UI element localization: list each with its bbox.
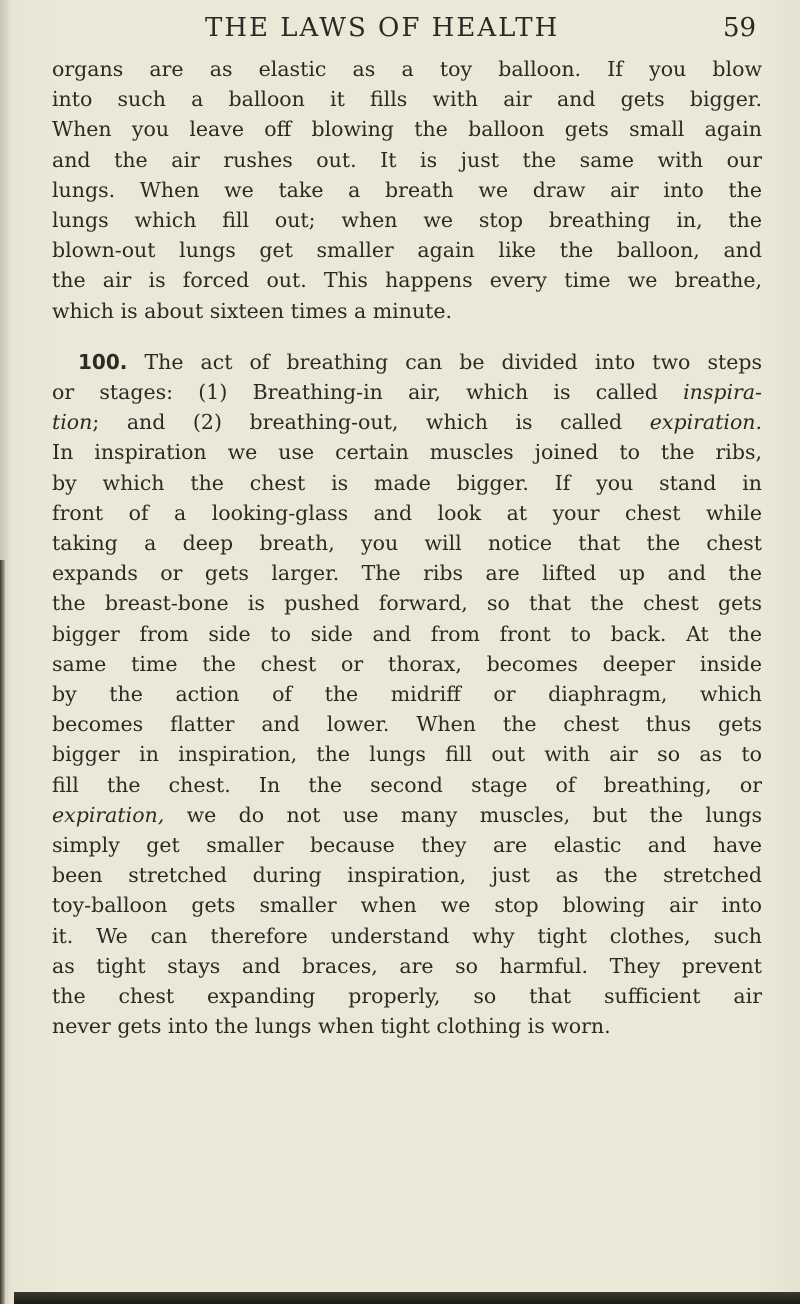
- term-expiration: expiration.: [649, 410, 762, 435]
- text-line: toy-balloon gets smaller when we stop blowing air into: [52, 893, 762, 918]
- text-line: [52, 347, 762, 377]
- text-line: [52, 407, 762, 437]
- text-line: In inspiration we use certain muscles joined to the ribs,: [52, 440, 762, 465]
- text-line: as tight stays and braces, are so harmful. They prevent: [52, 953, 762, 978]
- text-run: The act of breathing can be divided into two steps: [127, 349, 762, 374]
- paragraph-1: [52, 54, 762, 326]
- paragraph-number: 100.: [78, 349, 128, 374]
- page-number: 59: [723, 13, 757, 43]
- text-line: it. We can therefore understand why tight clothes, such: [52, 923, 762, 948]
- paragraph-gap: [52, 326, 762, 347]
- text-line: blown-out lungs get smaller again like the balloon, and: [52, 238, 762, 263]
- text-line: When you leave off blowing the balloon gets small again: [52, 117, 762, 142]
- page-header: [0, 8, 800, 48]
- text-line: [52, 377, 762, 407]
- text-line: lungs. When we take a breath we draw air into the: [52, 177, 762, 202]
- paragraph-2: [52, 347, 762, 1042]
- text-line: fill the chest. In the second stage of breathing, or: [52, 772, 762, 797]
- text-line: organs are as elastic as a toy balloon. If you blow: [52, 57, 762, 81]
- term-expiration: expiration,: [52, 802, 165, 827]
- page-edge-shadow: [0, 560, 5, 1304]
- text-run: or stages: (1) Breathing-in air, which is called: [52, 380, 684, 405]
- text-line: never gets into the lungs when tight clothing is worn.: [52, 1014, 611, 1039]
- text-line: simply get smaller because they are elastic and have: [52, 833, 762, 858]
- text-line: becomes flatter and lower. When the chest thus gets: [52, 712, 762, 737]
- text-line: been stretched during inspiration, just as the stretched: [52, 863, 762, 888]
- text-run: we do not use many muscles, but the lungs: [164, 802, 762, 827]
- text-line: the breast-bone is pushed forward, so that the chest gets: [52, 591, 762, 616]
- text-line: which is about sixteen times a minute.: [52, 298, 453, 323]
- text-line: bigger from side to side and from front to back. At the: [52, 621, 762, 646]
- term-inspiration-end: tion: [52, 410, 93, 435]
- text-line: into such a balloon it fills with air and gets bigger.: [52, 87, 762, 112]
- text-line: front of a looking-glass and look at your chest while: [52, 500, 762, 525]
- page-bottom-edge: [14, 1292, 800, 1304]
- text-line: by the action of the midriff or diaphragm, which: [52, 682, 762, 707]
- text-line: and the air rushes out. It is just the same with our: [52, 147, 762, 172]
- text-line: taking a deep breath, you will notice that the chest: [52, 531, 762, 556]
- term-inspiration: inspira-: [683, 380, 762, 405]
- text-line: bigger in inspiration, the lungs fill out with air so as to: [52, 742, 762, 767]
- text-line: by which the chest is made bigger. If you stand in: [52, 470, 762, 495]
- text-line: expands or gets larger. The ribs are lifted up and the: [52, 561, 762, 586]
- text-run: ; and (2) breathing-out, which is called: [92, 410, 650, 435]
- running-head: THE LAWS OF HEALTH: [205, 13, 560, 43]
- text-line: the chest expanding properly, so that sufficient air: [52, 984, 762, 1009]
- text-line: [52, 800, 762, 830]
- text-line: the air is forced out. This happens every time we breathe,: [52, 268, 762, 293]
- body-text: [52, 54, 762, 1042]
- text-line: same time the chest or thorax, becomes deeper inside: [52, 651, 762, 676]
- text-line: lungs which fill out; when we stop breathing in, the: [52, 208, 762, 233]
